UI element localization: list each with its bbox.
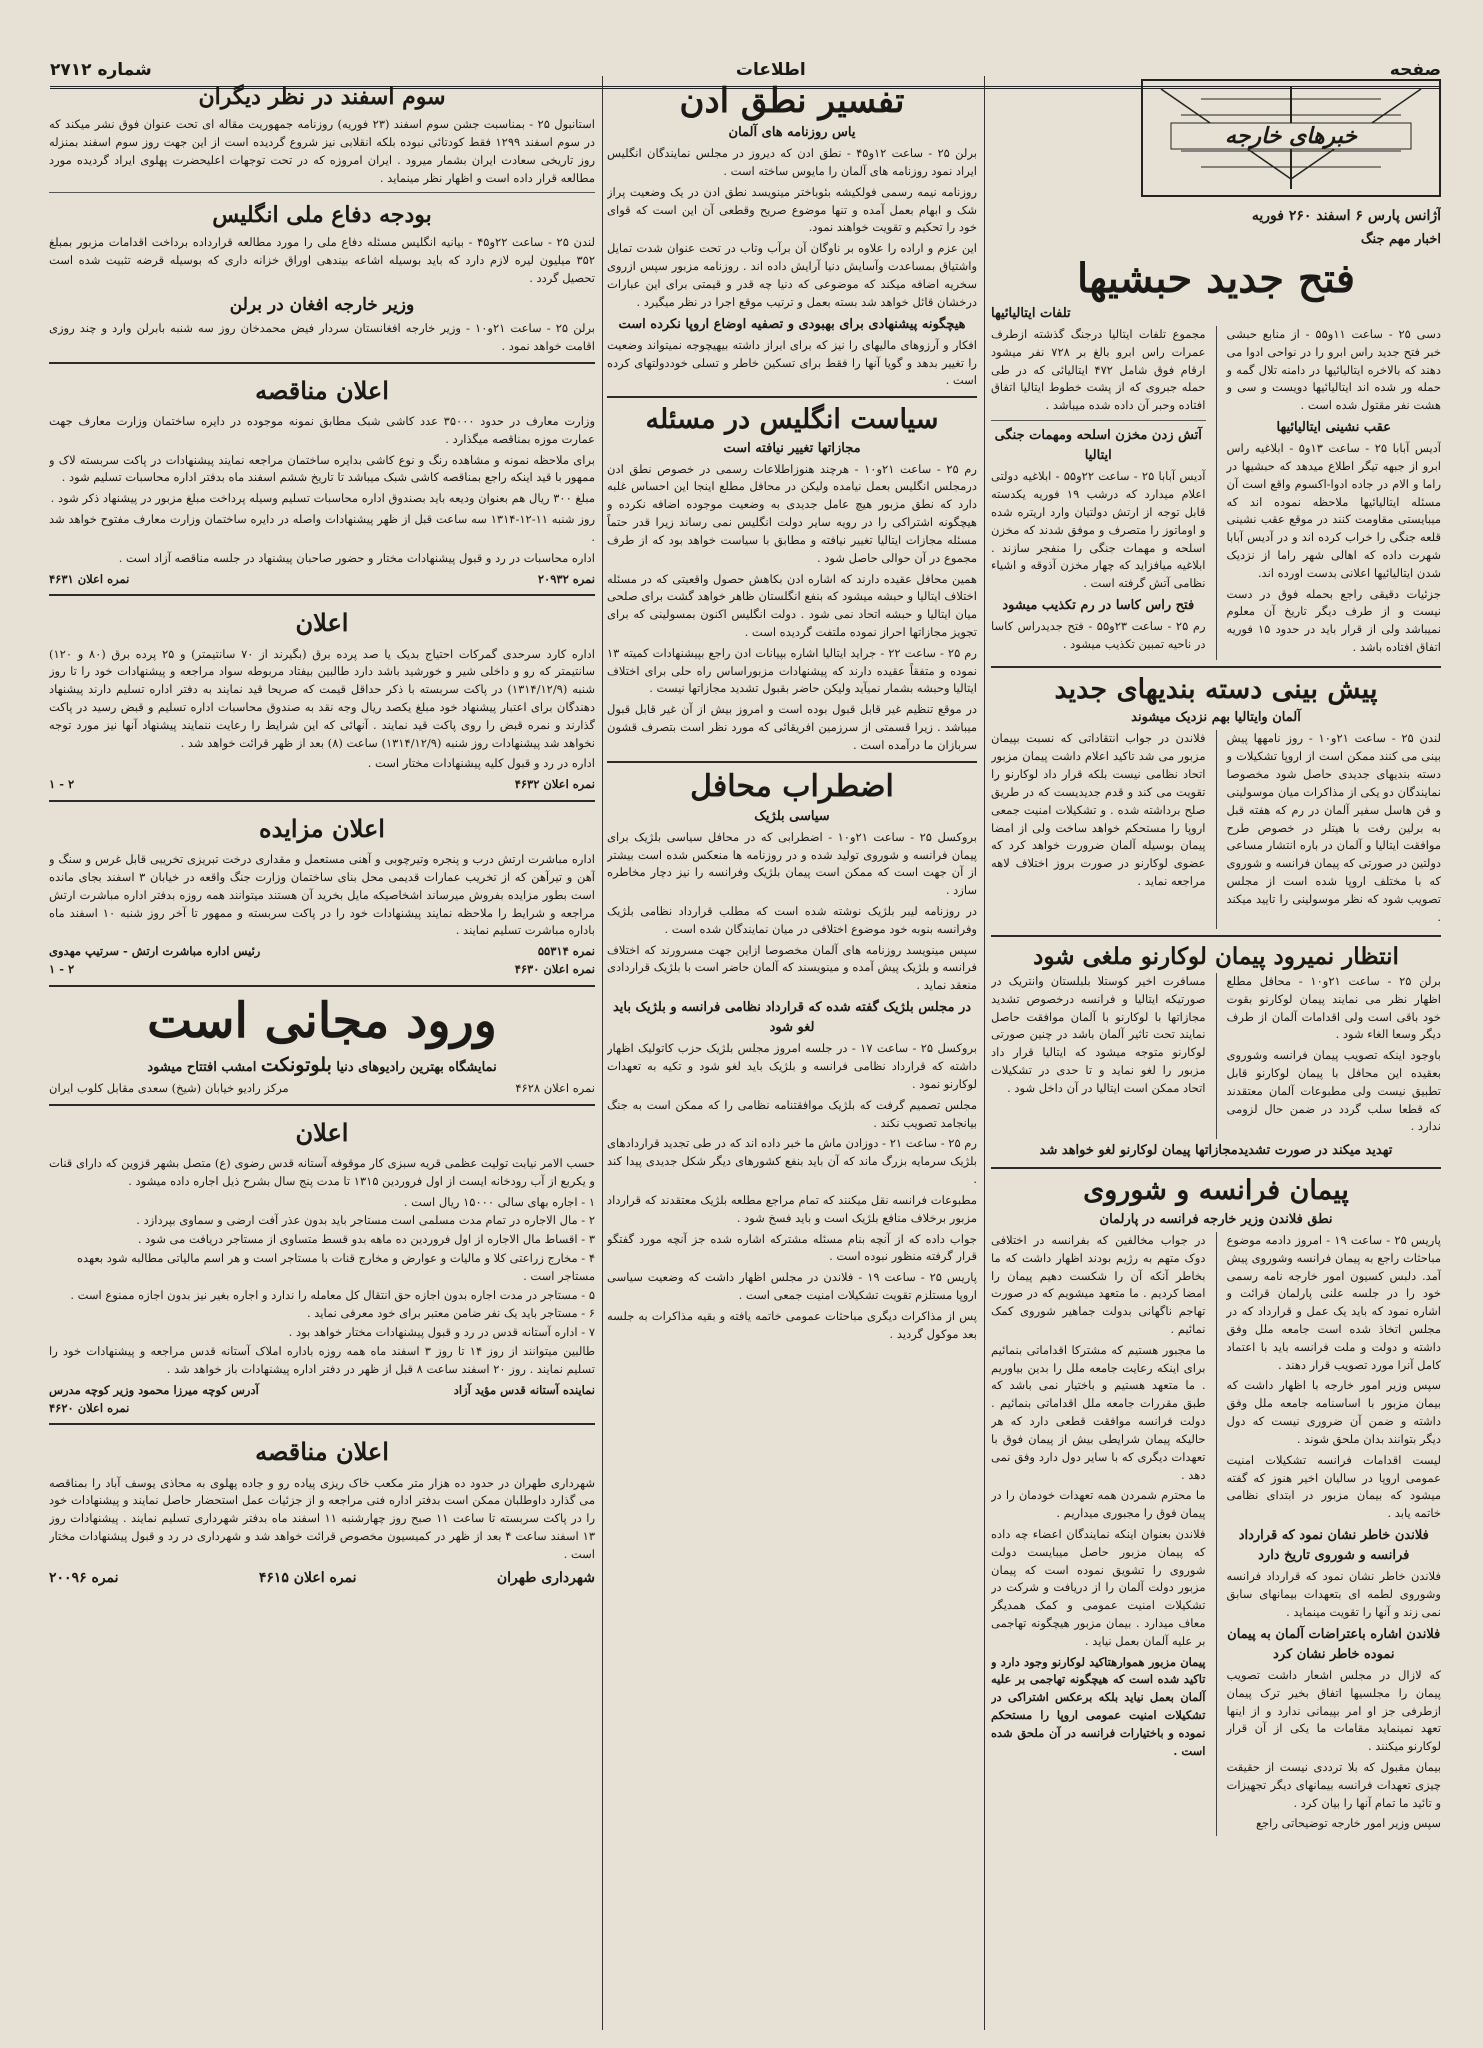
paragraph: لندن ۲۵ - ساعت ۲۱و۱۰ - روز نامهها پیش بینی می کنند ممکن است از اروپا تشکیلات و دسته بندیهای جدیدی حاصل شود مخصوصا نمایندگان دو یکی از مذاکرات میان موسولینی و فن هاسل سفیر آلمان در رم که هفته قبل به برلین رفت با هیتلر در خصوص طرح موافقت ایتالیا و آلمان در باره انتشار مساعی دولتین در صورتی که پیمان فرانسه و شوروی که با مختلف اروپا شده است از مجلس تصویب شود که نظر موسولینی را تایید میکند .: [1226, 731, 1441, 924]
paragraph: برای ملاحظه نمونه و مشاهده رنگ و نوع کاشی بدایره ساختمان مراجعه نمایند پیشنهادات در پاکت سربسته لاک و ممهور با قید اینکه راجع بمناقصه کاشی شبک میباشد تا تاریخ ششم اسفند ماه بدفتر اداره محاسبات تسلیم شود .: [49, 452, 595, 485]
paragraph: برلن ۲۵ - ساعت ۱۲و۴۵ - نطق ادن که دیروز در مجلس نمایندگان انگلیس ایراد نمود روزنامه های آلمان را مایوس ساخته است .: [607, 146, 977, 179]
list-item: ۶ - مستاجر باید یک نفر ضامن معتبر برای خود معرفی نماید .: [306, 1306, 595, 1321]
paragraph: پیمان مزبور هموارهتاکید لوکارنو وجود دارد و تاکید شده است که هیچگونه تهاجمی بر علیه آلمان بعمل نیاید بلکه برعکس اشتراکی در تشکیلات امنیت عمومی اروپا را مستحکم نموده و باختیارات فرانسه در آن ملحق شده است .: [991, 1654, 1206, 1758]
foreign-news-column: [991, 76, 1441, 2030]
paragraph: استانبول ۲۵ - بمناسبت جشن سوم اسفند (۲۳ فوریه) روزنامه جمهوریت مقاله ای تحت عنوان فوق نشر میکند که در سوم اسفند ۱۲۹۹ فقط کودتائی نبوده بلکه انقلابی نیز شروع گردیده است از این جهت روز سوم اسفند بمنزله روز تاریخی سعادت ایران بشمار میرود . ایران امروزه که در تحت توجهات اعلیحضرت پهلوی ایراد گردیده مورد مطالعه قرار داده است و اظهار نظر مینماید .: [49, 117, 595, 185]
ad-number: نمره ۵۵۳۱۴: [537, 944, 595, 959]
brand-name: بلوتونکت: [260, 1053, 332, 1076]
subheading-protest: فلاندن خاطر نشان نمود که قرارداد فرانسه و شوروی تاریخ دارد: [1238, 1527, 1429, 1564]
paragraph: برلن ۲۵ - ساعت ۲۱و۱۰ - محافل مطلع اظهار نظر می نمایند پیمان لوکارنو بقوت خود باقی است ولی اقدامات آلمان از طرف دیگر وسعا الغاء شود .: [1226, 973, 1441, 1042]
paragraph: باوجود اینکه تصویب پیمان فرانسه وشوروی بعقیده این محافل با پیمان لوکارنو قابل تطبیق نیست ولی مطبوعات آلمان معتقدند که قطعا سلب گردد در ضمن حال لزومی ندارد .: [1226, 1048, 1441, 1134]
ad-title: اعلان مناقصه: [255, 1437, 389, 1467]
headline-ethiopia: فتح جدید حبشیها: [1077, 254, 1355, 302]
headline-england-policy: سیاست انگلیس در مسئله: [645, 404, 939, 436]
column-divider: [602, 76, 603, 2030]
subheading: در مجلس بلژیک گفته شده که قرارداد نظامی فرانسه و بلژیک باید لغو شود: [612, 1000, 972, 1036]
paper-name: اطلاعات: [735, 60, 806, 80]
ad-number: نمره اعلان ۴۶۳۱: [49, 571, 130, 586]
paragraph: طالبین میتوانند از روز ۱۴ تا روز ۳ اسفند ماه همه روزه باداره املاک آستانه قدس مراجعه و پیشنهادات خود را تسلیم نمایند . روز ۲۰ اسفند ساعت ۸ قبل از ظهر در دفتر اداره پیشنهادات باز خواهد شد .: [49, 1344, 595, 1376]
subheading: سیاسی بلژیک: [754, 808, 830, 824]
issue-number: شماره ۲۷۱۲: [50, 60, 152, 80]
article-title: سوم اسفند در نظر دیگران: [198, 84, 446, 110]
ad-title: اعلان: [295, 1117, 349, 1147]
paragraph: شهرداری طهران در حدود ده هزار متر مکعب خاک ریزی پیاده رو و جاده پهلوی به محاذی یوسف آباد را بمناقصه می گذارد داوطلبان ممکن است بدفتر اداره فنی مراجعه و از جزئیات عمل استحضار حاصل نمایند و پیشنهادات خود را در پاکت سربسته تا ساعت ۱۱ صبح روز چهارشنبه ۱۱ اسفند ماه بدفتر شهرداری تسلیم نمایند . پیشنهادات روز ۱۳ اسفند ساعت ۴ بعد از ظهر در کمیسیون مخصوص قرائت خواهد شد و شهرداری در رد و قبول پیشنهادات مختار است .: [49, 1475, 595, 1561]
paragraph: سپس مینویسد روزنامه های آلمان مخصوصا ازاین جهت مسرورند که اختلاف فرانسه و بلژیک پیش آمده و مینویسند که آلمان حاضر است با بلژیک قراردادی منعقد نماید .: [607, 942, 977, 993]
paragraph: در موقع تنظیم غیر قابل قبول بوده است و امروز بیش از آن غیر قابل قبول میباشد . زیرا قسمتی از سرزمین افریقائی که مورد نظر است بتصرف قشون سربازان ما درآمده است .: [607, 702, 977, 752]
paragraph: رم ۲۵ - ساعت ۲۱و۱۰ - هرچند هنوزاطلاعات رسمی در خصوص نطق ادن درمجلس انگلیس بعمل نیامده ولیکن در محافل مطلع اینجا این احساس غلبه دارد که نطق مزبور هیچ عامل جدیدی به وضعیت موجوده اضافه نکرده و هیچگونه اشتراکی را در رویه سایر دولت انگلیس نمی رساند زیرا قدر حتماً مسئله مجازات ایتالیا تغییر نیافته و مطابق با سیاست خواهد بود که از طرف مجموع در آن حوالی حاصل شود .: [607, 461, 977, 565]
list-item: ۴ - مخارج زراعتی کلا و مالیات و عوارض و مخارج قنات با مستاجر است و هر اسم مالیاتی مطالبه شود بعهده مستاجر است .: [77, 1251, 595, 1283]
paragraph: این عزم و اراده را علاوه بر ناوگان آن برآب وتاب در تحت عنوان شدت تمایل واشتیاق بمساعدت وآسایش دنیا آرایش داده اند . روزنامه مزبور سپس ازروی سخریه اضافه میکند که موضوعی که دنیا چه قدر و قیمتی برای این عبارات درخشان قائل خواهد شد بسته بعمل و ترتیب موقع اجرا در نظر میگیرد .: [607, 241, 977, 309]
paragraph: روزنامه نیمه رسمی فولکیشه بئوباختر مینویسد نطق ادن در یک وضعیت پراز شک و ابهام بعمل آمده و تنها موضوع صریح وقطعی آن این است که قوای خود را تحکیم و تقویت خواهند نمود.: [607, 184, 977, 235]
subheading-threat: تهدید میکند در صورت تشدیدمجازاتها پیمان لوکارنو لغو خواهد شد: [1039, 1143, 1393, 1159]
headline-belgium: اضطراب محافل: [690, 768, 894, 804]
headline-franco-soviet: پیمان فرانسه و شوروی: [1083, 1175, 1349, 1207]
article-title: وزیر خارجه افغان در برلن: [229, 294, 415, 315]
page-label: صفحه: [1389, 60, 1441, 80]
article-title: بودجه دفاع ملی انگلیس: [212, 202, 432, 229]
paragraph: رم ۲۵ - ساعت ۲۳و۵۵ - فتح جدیدراس کاسا در ناحیه تمبین تکذیب میشود .: [991, 619, 1206, 651]
agency-dateline: آژانس پارس ۶ اسفند ۲۶۰ فوریه: [1251, 208, 1441, 224]
ad-title: اعلان مزایده: [259, 814, 385, 844]
paragraph: که لازال در مجلس اشعار داشت تصویب پیمان را مجلسیها اتفاق بخیر ترک پیمان ازطرفی جز او امر بپیمانی ندارد و از اینها تعهد نمینماید مقامات ما یکی از آن قرار لوکارنو میکنند .: [1226, 1667, 1441, 1754]
headline-locarno: انتظار نمیرود پیمان لوکارنو ملغی شود: [1033, 943, 1399, 971]
paragraph: ما محترم شمردن همه تعهدات خودمان را در پیمان فوق را مجبوری میداریم .: [991, 1488, 1206, 1521]
paragraph: اداره کارد سرحدی گمرکات احتیاج بدیک یا صد پرده برق (بگیرند از ۷۰ سانتیمتر) و ۲۵ پرده برق (۸۰ و ۱۲۰) سانتیمتر که رو و داخلی شیر و خورشید باشد دارد طالبین بیفتاد مربوطه سواد مراجعه و پیشنهادات خود را تا روز شنبه (۱۳۱۴/۱۲/۹) در پاکت سربسته با ذکر حداقل قیمت که صریحا قید نمایند به دفتر اداره تسلیم دارند پیشنهاد دهندگان برای اعتبار پیشنهاد خود مبلغ یکصد ریال وجه نقد به صندوق محاسبات اداره تسلیم و قبض رسید در پاکت گذارند و نمره قبض را روی پاکت قید نمایند . آنهائی که این شرایط را رعایت ننمایند پیشنهاد آنها نیز مورد توجه نخواهد شد پیشنهادات روز شنبه (۱۳۱۴/۱۲/۹) ساعت (۸) بعد از ظهر قرائت خواهد شد .: [49, 646, 595, 750]
paragraph: روز شنبه ۱۱-۱۲-۱۳۱۴ سه ساعت قبل از ظهر پیشنهادات واصله در دایره ساختمان وزارت معارف مفتوح خواهد شد .: [49, 512, 595, 544]
paragraph: ما مجبور هستیم که مشترکا اقداماتی بنمائیم برای اینکه رعایت جامعه ملل را بدین بیاوریم . ما متعهد هستیم و باختیار نمی باشد که طبق مقررات جامعه ملل اقداماتی بنمائیم . دولت فرانسه موافقت قطعی دارد که هر حالیکه پیمان شرایطی بیش از پیمان فوق با تعهدات دیگری که با سایر دول دارد وفق نمی دهد .: [991, 1342, 1206, 1482]
war-news-label: اخبار مهم جنگ: [1360, 231, 1441, 247]
two-col-block: [991, 326, 1441, 660]
paragraph: مبلغ ۳۰۰ ریال هم بعنوان ودیعه باید بصندوق اداره محاسبات تسلیم وسیله پرداخت مبلغ مزبور در پیشنهاد ذکر شود .: [50, 491, 595, 506]
paragraph: پاریس ۲۵ - ساعت ۱۹ - امروز دادمه موضوع مباحثات راجع به پیمان فرانسه وشوروی پیش آمد. دلبس کسیون امور خارجه نامه رسمی خود را در جلسه علنی پارلمان قرائت و اشاره نمود که باید یک عمل و قرارداد که در مجلس اتخاذ شده است جامعه ملل وفق داشته و دولت و ملت فرانسه باید با اعتماد کامل آنرا مورد تصویب قرار دهند .: [1226, 1232, 1441, 1372]
column-divider: [984, 76, 985, 2030]
paragraph: دسی ۲۵ - ساعت ۱۱و۵۵ - از منابع حبشی خبر فتح جدید راس ابرو را در نواحی ادوا می دهند که بالاخره ایتالیائیها در دامنه تلال گمه و حمله ور شده اند ایتالیائیها دویست و سی و هشت نفر مقتول شده است .: [1226, 326, 1441, 413]
headline-eden: تفسیر نطق ادن: [679, 81, 905, 121]
paragraph: رم ۲۵ - ساعت ۲۲ - جراید ایتالیا اشاره بپیانات ادن راجع بپیشنهادات کمیته ۱۳ نموده و متفقاً عقیده دارند که پیشنهادات مزبوراساس راه حلی برای اختلاف ایتالیا وحبشه بشمار نمیآید ولیکن حاضر بقبول تشدید مجازاتها نیست .: [607, 645, 977, 696]
headline-pacts: پیش بینی دسته بندیهای جدید: [1054, 673, 1378, 705]
paragraph: آدیس آبابا ۲۵ - ساعت ۲۲و۵۵ - ابلاغیه دولتی اعلام میدارد که درشب ۱۹ فوریه یکدسته قابل توجه از ارتش دولتیان وارد اریتره شده و اوماتوز را متصرف و موفق شدند که مخزن اسلحه و مهمات جنگی را منفجر سازند . ابلاغیه میافزاید که چهار مخزن آذوقه و اشیاء نظامی آتش گرفته است .: [991, 469, 1206, 591]
ad-page: ۲ - ۱: [49, 962, 75, 977]
paragraph: لندن ۲۵ - ساعت ۲۲و۴۵ - بیانیه انگلیس مسئله دفاع ملی را مورد مطالعه قرارداده برداخت اقدامات مزبور بمبلغ ۳۵۲ میلیون لیره لازم دارد که باید بوسیله اشاعه بیندهی اوراق خزانه داری که بوسیله قرضه تثبیت شده است تحصیل گردد .: [49, 235, 595, 286]
ad-number: نمره اعلان ۴۶۲۸: [515, 1080, 595, 1095]
paragraph: پس از مذاکرات دیگری مباحثات عمومی خاتمه یافته و بقیه مذاکرات به جلسه بعد موکول گردید .: [607, 1308, 977, 1341]
ad-signature: رئیس اداره مباشرت ارتش - سرتیپ مهدوی: [49, 944, 261, 959]
paragraph: فلاندن بعنوان اینکه نمایندگان اعضاء چه داده که پیمان مزبور حاصل میبایست دولت شوروی را تشویق نموده است که پیمان مزبور دولت آلمان را از دریافت و شرکت در تشکیلات امنیت عمومی و کمک همدیگر معاف میدارد . بیمان مزبور هیچگونه تهاجمی بر علیه آلمان بعمل نیاید .: [991, 1526, 1206, 1648]
list-item: ۵ - مستاجر در مدت اجاره بدون اجازه حق انتقال کل معامله را ندارد و اجاره بغیر نیز بدون اجازه ممنوع است .: [70, 1287, 595, 1302]
ad-page: ۲ - ۱: [49, 777, 75, 792]
paragraph: سپس وزیر امور خارجه با اظهار داشت که بیمان مزبور با اساسنامه جامعه ملل وفق داشته و ضمن آن ضروری نیست که دول دیگر بتوانند بدان ملحق شوند .: [1226, 1378, 1441, 1446]
subheading: هیچگونه پیشنهادی برای بهبودی و تصفیه اوضاع اروپا نکرده است: [618, 316, 966, 332]
ad-address: آدرس کوچه میرزا محمود وزیر کوچه مدرس: [49, 1382, 259, 1397]
paragraph: جواب داده که از آنچه بنام مسئله مشترکه اشاره شده جز آنچه مورد گفتگو قرار گرفته منظور نبوده است .: [607, 1231, 977, 1264]
paragraph: بروکسل ۲۵ - ساعت ۲۱و۱۰ - اضطرابی که در محافل سیاسی بلژیک برای پیمان فرانسه و شوروی تولید شده و در روزنامه ها منعکس شده است بیشتر از آن جهت است که ممکن است پیمان بلژیک وفرانسه را نیز دچار مخاطره سازد .: [607, 829, 977, 898]
logo-text: خبرهای خارجه: [1225, 123, 1357, 149]
paragraph: اداره در رد و قبول کلیه پیشنهادات مختار است .: [367, 756, 595, 771]
list-item: ۷ - اداره آستانه قدس در رد و قبول پیشنهادات مختار خواهد بود .: [288, 1325, 595, 1340]
subheading-fire: آتش زدن مخزن اسلحه ومهمات جنگی ایتالیا: [994, 428, 1202, 464]
paragraph: افکار و آرزوهای ماليهای را نیز که برای ابراز داشته بیهیچوجه نمیتواند وضعیت را تغییر بدهد و گویا آنها را فقط برای تسکین خاطر و تسلی خوددولتهای کرده است .: [607, 337, 977, 388]
paragraph: در روزنامه لیبر بلژیک نوشته شده است که مطلب قرارداد نظامی بلژیک وفرانسه بنوبه خود موضوع اختلافی در میان نمایندگان شده است .: [607, 904, 977, 936]
paragraph: آدیس آبابا ۲۵ - ساعت ۱۳و۵ - ابلاغیه راس ابرو از جبهه تیگر اطلاع میدهد که حبشیها در راما و الام در جاده ادوا-اکسوم واقع است آن مسئله ایتالیائیها ملاحظه نموده اند که میبایستی مقاومت کنند در موقع عقب نشینی قلعه جنگی را خراب کرده اند و در آدیس آبابا شهرت داده که اهالی شهر راما از نزدیک شدن ایتالیائیها اعلانی بدست اورده اند.: [1226, 441, 1441, 580]
paragraph: حسب الامر نیابت تولیت عظمی قریه سبزی کار موقوفه آستانه قدس رضوی (ع) متصل بشهر قزوین که دارای قنات و یکربع از آب رودخانه ایست از اول فروردین ۱۳۱۵ تا مدت پنج سال بشرح ذیل اجاره داده میشود .: [49, 1155, 595, 1188]
subheading-retreat: عقب نشینی ایتالیائیها: [1276, 420, 1391, 436]
foreign-news-logo-icon: [1141, 79, 1441, 197]
left-column: [49, 76, 595, 2030]
ad-subtitle: نمایشگاه بهترین رادیوهای دنیا بلوتونکت امشب افتتاح میشود: [147, 1053, 497, 1076]
paragraph: مجموع تلفات ایتالیا درجنگ گذشته ازطرف عمرات راس ابرو بالغ بر ۷۲۸ نفر میشود ارقام فوق شامل ۴۷۲ ایتالیائی که در طی حمله جبروی که از پشت خطوط ایتالیا اتفاق افتاده وحبر آن داده شده میباشد .: [991, 326, 1206, 413]
paragraph: وزارت معارف در حدود ۳۵۰۰۰ عدد کاشی شبک مطابق نمونه موجوده در دایره ساختمان وزارت معارف جهت عمارت موزه بمناقصه میگذارد .: [49, 414, 595, 446]
ad-signature: نماینده آستانه قدس مؤید آزاد: [453, 1382, 595, 1397]
subheading-answer: فلاندن اشاره باعتراضات آلمان به پیمان نموده خاطر نشان کرد: [1227, 1626, 1441, 1662]
paragraph: فلاندن خاطر نشان نمود که قرارداد فرانسه وشوروی لطمه ای بتعهدات بیمانهای سابق نمی زند و آنها را تقویت مینماید .: [1226, 1569, 1441, 1619]
subheading-flandin: نطق فلاندن وزیر خارجه فرانسه در پارلمان: [1099, 1211, 1333, 1227]
paragraph: مجلس تصمیم گرفت که بلژیک موافقتنامه نظامی را که ممکن است به جنگ بیانجامد تصویب نکند .: [607, 1097, 977, 1130]
paragraph: جزئیات دقیقی راجع بحمله فوق در دست نیست و از طرف دیگر تاریخ آن معلوم نمیباشد ولی از قرار باید در حدود ۱۵ فوریه اتفاق افتاده باشد .: [1226, 586, 1441, 655]
ad-number: نمره اعلان ۴۶۱۵: [258, 1569, 357, 1586]
ad-number: نمره اعلان ۴۶۳۰: [514, 962, 595, 977]
paragraph: بیمان مقبول که بلا ترددی نیست از حقیقت چیزی تعهدات فرانسه بیمانهای دیگر تجهیزات و تائید ما تمام آنها را بیان کرد .: [1226, 1760, 1441, 1810]
foreign-news-logo: [991, 76, 1441, 200]
list-item: ۳ - اقساط مال الاجاره از اول فروردین ده ماهه بدو قسط متساوی از مستاجر دریافت می شود .: [137, 1232, 595, 1247]
paragraph: پاریس ۲۵ - ساعت ۱۹ - فلاندن در مجلس اظهار داشت که وضعیت سیاسی اروپا مستلزم تقویت تشکیلات امنیت جمعی است .: [607, 1270, 977, 1302]
subheading-denial: فتح راس کاسا در رم تکذیب میشود: [1002, 598, 1195, 613]
ad-signature: شهرداری طهران: [496, 1569, 595, 1586]
paragraph: فلاندن در جواب انتقاداتی که نسبت بپیمان مزبور می شد تاکید اعلام داشت پیمان مزبور اتحاد نظامی نیست بلکه قرار داد لوکارنو را تقویت می کند و قدم جدیدیست که در طریق صلح برداشته شده . و تشکیلات امنیت جمعی اروپا را مستحکم خواهد ساخت ولی از امضا پیمان بوسیله آلمان ضرورت خواهد کرد که عضوی لوکارنو در صورت بروز اختلاف لاهه مراجعه نماید .: [991, 731, 1206, 888]
paragraph: مسافرت اخیر کوستلا بلبلستان وانتریک در صورتیکه ایتالیا و فرانسه درخصوص تشدید مجازاتها با لوکارنو با آلمان موافقت حاصل نمایند تحت تاثیر آلمان باشد در چنین صورتی لوکارنو متوجه میشود که ایتالیا قرار داد مزبور را لغو نماید و تا حدی در تشکیلات اتحاد ممکن است ایتالیا در آن داخل شود .: [991, 973, 1206, 1095]
subheading-casualties: تلفات ایتالیائیها: [991, 305, 1071, 321]
ad-title-free-entry: ورود مجانی است: [147, 992, 497, 1049]
paragraph: مطبوعات فرانسه نقل میکنند که تمام مراجع مطلعه بلژیک معتقدند که قرارداد مزبور برخلاف منافع بلژیک است و باید فسخ شود .: [607, 1192, 977, 1225]
ad-terms-list: [49, 1194, 595, 1343]
paragraph: برلن ۲۵ - ساعت ۲۱و۱۰ - وزیر خارجه افغانستان سردار فیض محمدخان روز سه شنبه بابرلن وارد و چند روزی اقامت خواهد نمود .: [49, 321, 595, 354]
list-item: ۱ - اجاره بهای سالی ۱۵۰۰۰ ریال است .: [403, 1194, 595, 1209]
paragraph: لیست اقدامات فرانسه تشکیلات امنیت عمومی اروپا در سالیان اخیر هنوز که گفته میشود که بیمان مزبور در ابتدای نظامی خاتمه یابد .: [1226, 1452, 1441, 1521]
paragraph: سپس وزیر امور خارجه توضیحاتی راجع: [1255, 1816, 1441, 1831]
paragraph: اداره مباشرت ارتش درب و پنجره وتیرچوبی و آهنی مستعمل و مقداری درخت تبریزی تخریبی قابل غرس و سنگ و آهن و تیرآهن که از تخریب عمارات قدیمی محل بنای ساختمان وزارت جنگ واقعه در خیابان ۳ اسفند بجای مانده است بطور مزایده بفروش میرساند اشخاصیکه مایل بخرید آن هستند میتوانند همه روزه بدفتر اداره مباشرت ارتش مراجعه و شرایط را ملاحظه نمایند پیشنهادات خود را در پاکت سربسته و ممهور تا آخر روز شنبه ۱۰ اسفند ماه باداره مباشرت تسلیم نمایند .: [49, 852, 595, 938]
subheading: یاس روزنامه های آلمان: [728, 125, 856, 141]
ad-number: نمره ۲۰۰۹۶: [49, 1569, 119, 1586]
paragraph: همین محافل عقیده دارند که اشاره ادن بکاهش حصول واقعیتی که در مسئله اختلاف ایتالیا و حبشه میشود که بنفع انگلستان ظاهر خواهد گشت برای صلحی میان ایتالیا و حبشه اتحاد نمی شود . دولت انگلیس اکنون بمسولینی که برای تجویز مجازاتها احراز نموده ملتفت گردیده است .: [607, 571, 977, 639]
ad-title: اعلان مناقصه: [255, 375, 389, 405]
ad-number: نمره اعلان ۴۶۳۲: [514, 777, 595, 792]
paragraph: بروکسل ۲۵ - ساعت ۱۷ - در جلسه امروز مجلس بلژیک حزب کاتولیک اظهار داشته که قرارداد نظامی فرانسه و بلژیک باید لغو شود و تکیه به تعهدات لوکارنو نمود .: [607, 1041, 977, 1092]
ad-title: اعلان: [295, 608, 349, 638]
list-item: ۲ - مال الاجاره در تمام مدت مسلمی است مستاجر باید بدون عذر آفت ارضی و سماوی بپردازد .: [136, 1213, 595, 1228]
ad-address: مرکز رادیو خیابان (شیخ) سعدی مقابل کلوب ایران: [49, 1080, 289, 1095]
ad-number: نمره اعلان ۴۶۲۰: [49, 1400, 130, 1415]
paragraph: رم ۲۵ - ساعت ۲۱ - دوزادن ماش ما خبر داده اند که در طی تجدید قراردادهای بلژیک سرمایه بزرگ ماند که آن باید بنفع کشورهای دیگر شکل جدیدی پیدا کند .: [607, 1136, 977, 1187]
ad-number: نمره ۲۰۹۳۲: [537, 571, 595, 586]
paragraph: اداره محاسبات در رد و قبول پیشنهادات مختار و حضور صاحبان پیشنهاد در جلسه مناقصه آزاد است .: [118, 550, 595, 565]
subheading-germany-italy: آلمان وایتالیا بهم نزدیک میشوند: [1131, 710, 1301, 726]
subheading: مجازاتها تغییر نیافته است: [723, 440, 861, 456]
paragraph: در جواب مخالفین که بفرانسه در اختلافی دوک متهم به رژیم بودند اظهار داشت که ما بخاطر آنکه آن را شکست دهیم پیمان را امضا کردیم . ما متعهد میشویم که در صورت تهاجم ناگهانی بدولت جماهیر شوروی کمک نمائیم .: [991, 1232, 1206, 1337]
middle-column: [607, 76, 977, 2030]
